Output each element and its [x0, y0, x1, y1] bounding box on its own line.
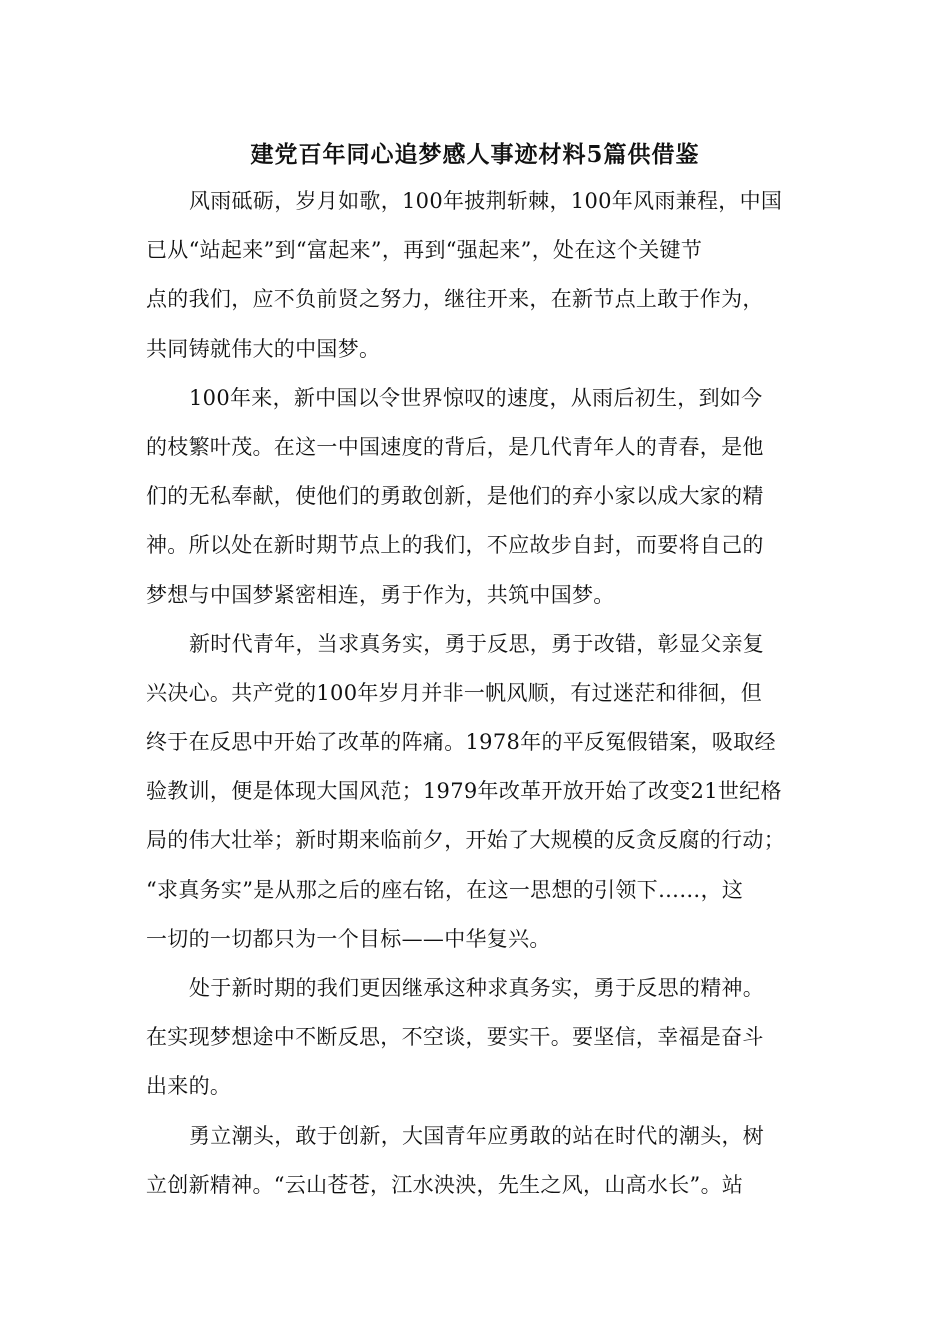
body-line: 共同铸就伟大的中国梦。	[146, 336, 381, 361]
body-line: 一切的一切都只为一个目标——中华复兴。	[146, 926, 551, 951]
body-line: 验教训，便是体现大国风范；1979年改革开放开始了改变21世纪格	[146, 779, 782, 804]
body-line: 终于在反思中开始了改革的阵痛。1978年的平反冤假错案，吸取经	[146, 730, 776, 755]
body-line: “求真务实”是从那之后的座右铭，在这一思想的引领下……，这	[146, 877, 744, 902]
body-line: 们的无私奉献，使他们的勇敢创新，是他们的弃小家以成大家的精	[146, 484, 764, 509]
body-line: 出来的。	[146, 1074, 232, 1099]
body-line: 局的伟大壮举；新时期来临前夕，开始了大规模的反贪反腐的行动；	[146, 828, 785, 853]
body-line: 新时代青年，当求真务实，勇于反思，勇于改错，彰显父亲复	[189, 631, 765, 656]
body-line: 兴决心。共产党的100年岁月并非一帆风顺，有过迷茫和徘徊，但	[146, 680, 763, 705]
body-line: 勇立潮头，敢于创新，大国青年应勇敢的站在时代的潮头，树	[189, 1123, 765, 1148]
body-line: 处于新时期的我们更因继承这种求真务实，勇于反思的精神。	[189, 976, 765, 1000]
body-line: 100年来，新中国以令世界惊叹的速度，从雨后初生，到如今	[189, 385, 763, 410]
body-line: 梦想与中国梦紧密相连，勇于作为，共筑中国梦。	[146, 582, 615, 607]
body-line: 神。所以处在新时期节点上的我们，不应故步自封，而要将自己的	[146, 533, 764, 558]
document-title: 建党百年同心追梦感人事迹材料5篇供借鉴	[250, 141, 700, 168]
body-line: 点的我们，应不负前贤之努力，继往开来，在新节点上敢于作为，	[146, 287, 764, 312]
body-line: 的枝繁叶茂。在这一中国速度的背后，是几代青年人的青春，是他	[146, 434, 764, 459]
body-line: 立创新精神。“云山苍苍，江水泱泱，先生之风，山高水长”。站	[146, 1172, 744, 1197]
document-body	[146, 184, 806, 1217]
body-line: 在实现梦想途中不断反思，不空谈，要实干。要坚信，幸福是奋斗	[146, 1025, 764, 1050]
body-line: 风雨砥砺，岁月如歌，100年披荆斩棘，100年风雨兼程，中国	[189, 189, 783, 213]
body-line: 已从“站起来”到“富起来”，再到“强起来”，处在这个关键节	[146, 238, 703, 263]
